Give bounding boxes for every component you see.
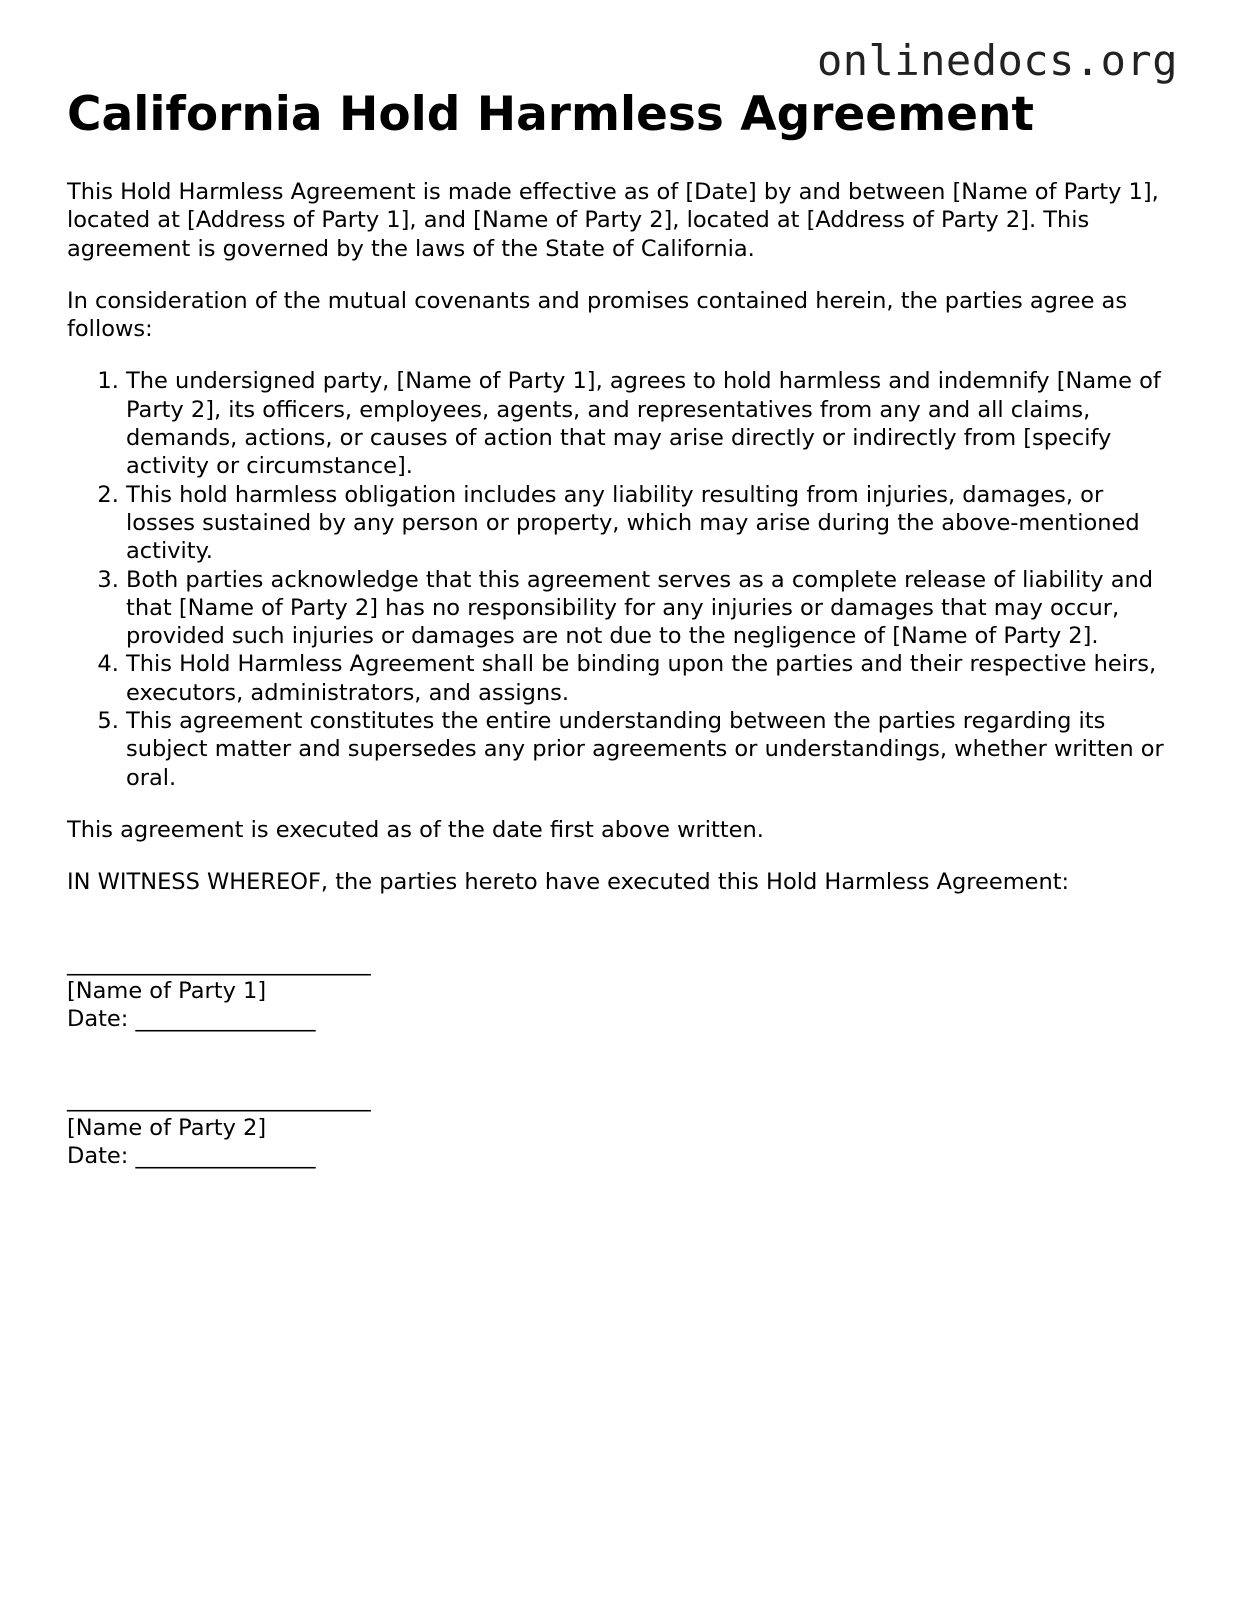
signature-line[interactable]: ___________________________	[67, 949, 371, 976]
terms-list	[67, 367, 1177, 791]
intro-paragraph: This Hold Harmless Agreement is made effective as of [Date] by and between [Name of Party 1], located at [Address of Party 1], and [Name of Party 2], located at [Address of Party 2]. This agreement is governed by the laws of the State of California.	[67, 179, 1159, 262]
list-item: 3. Both parties acknowledge that this agreement serves as a complete release of liability and that [Name of Party 2] has no responsibility for any injuries or damages that may occur, provided such injuries or damages are not due to the negligence of [Name of Party 2].	[126, 566, 1177, 651]
signature-block-party-2	[67, 1085, 1177, 1170]
consideration-paragraph: In consideration of the mutual covenants and promises contained herein, the parties agree as follows:	[67, 287, 1128, 343]
signature-date-field[interactable]: Date: ________________	[67, 1143, 316, 1170]
executed-paragraph: This agreement is executed as of the date first above written.	[67, 816, 764, 843]
witness-paragraph: IN WITNESS WHEREOF, the parties hereto have executed this Hold Harmless Agreement:	[67, 869, 1070, 896]
list-item: 2. This hold harmless obligation includes any liability resulting from injuries, damages, or losses sustained by any person or property, which may arise during the above-mentioned activity.	[126, 481, 1177, 566]
signature-name: [Name of Party 1]	[67, 977, 267, 1004]
signature-line[interactable]: ___________________________	[67, 1086, 371, 1113]
document-page	[67, 86, 1177, 1170]
signature-name: [Name of Party 2]	[67, 1114, 267, 1141]
signature-block-party-1	[67, 949, 1177, 1034]
list-item: 1. The undersigned party, [Name of Party 1], agrees to hold harmless and indemnify [Name of Party 2], its officers, employees, agents, and representatives from any and all claims, demands, actions, or causes of action that may arise directly or indirectly from [specify activity or circumstance].	[126, 367, 1177, 480]
list-item: 5. This agreement constitutes the entire understanding between the parties regarding its subject matter and supersedes any prior agreements or understandings, whether written or oral.	[126, 707, 1177, 792]
signature-date-field[interactable]: Date: ________________	[67, 1006, 316, 1033]
page-title: California Hold Harmless Agreement	[67, 87, 1034, 142]
watermark-logo: onlinedocs.org	[816, 36, 1178, 85]
list-item: 4. This Hold Harmless Agreement shall be binding upon the parties and their respective heirs, executors, administrators, and assigns.	[126, 650, 1177, 707]
signature-section	[67, 921, 1177, 1171]
